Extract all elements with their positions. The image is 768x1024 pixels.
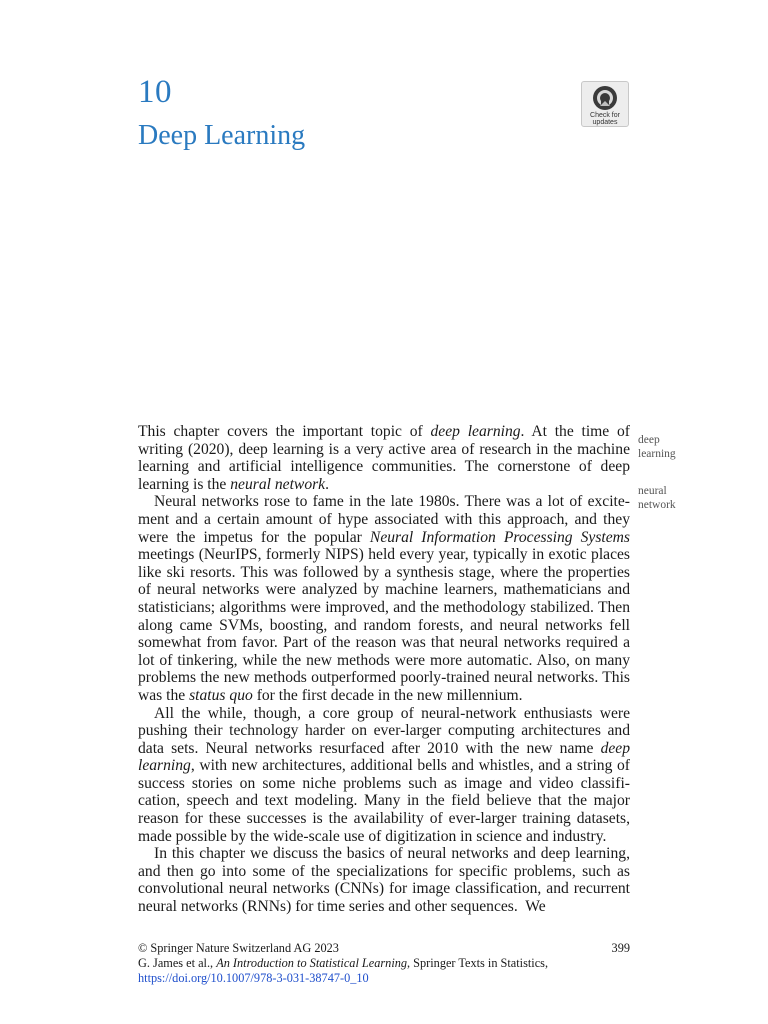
text-run: , Springer Texts in Statistics, [407, 956, 549, 970]
term-status-quo: status quo [189, 686, 253, 704]
footer-row [138, 941, 630, 956]
doi-link[interactable]: https://doi.org/10.1007/978-3-031-38747-0_10 [138, 971, 369, 985]
margin-note-line: neural [638, 485, 667, 497]
chapter-body [138, 423, 630, 916]
badge-label-line2: updates [592, 119, 618, 126]
book-title: An Introduction to Statistical Learning [216, 956, 408, 970]
text-run: This chapter covers the important topic of [138, 423, 431, 440]
citation [138, 956, 630, 971]
text-run: Neural networks rose to fame in the late 1980s. There was a lot of excitement and a certain amount of hype associated with this approach, and they were the impetus for the popular [138, 493, 630, 546]
term-deep-learning: deep learning [430, 423, 521, 440]
paragraph-resurgence [138, 705, 630, 846]
text-run: . At the time of writing (2020), deep learning is a very active area of research in the machine learning and artificial intelligence communities. The cornerstone of deep learning is the [138, 423, 630, 493]
page-footer [138, 941, 630, 986]
copyright-notice: © Springer Nature Switzerland AG 2023 [138, 941, 339, 955]
text-run: . [325, 475, 330, 493]
text-run: , with new architectures, additional bells and whistles, and a string of success stories on some niche problems such as image and video classification, speech and text modeling. Many in the field believe that the major reason for these successes is the availability of ever-larger training datasets, made possible by the wide-scale use of digitization in science and industry. [138, 757, 630, 845]
margin-note-line: learning [638, 448, 676, 460]
paragraph-chapter-overview: In this chapter we discuss the basics of neural networks and deep learning, and then go into some of the specializations for specific problems, such as convolutional neural networks (CNNs) for image classification, and recurrent neural networks (RNNs) for time series and other sequences. We [138, 845, 630, 916]
chapter-number: 10 [138, 74, 172, 110]
margin-note-deep-learning [638, 433, 676, 461]
term-deep-learning: deep learning [138, 739, 630, 775]
chapter-title: Deep Learning [138, 120, 306, 151]
text-run: G. James et al., [138, 956, 217, 970]
term-neurips: Neural Information Processing Systems [369, 528, 630, 546]
badge-label-line1: Check for [590, 112, 620, 119]
term-neural-network: neural network [230, 475, 326, 493]
margin-note-line: deep [638, 434, 660, 446]
text-run: for the first decade in the new millennium. [252, 686, 523, 704]
paragraph-intro [138, 423, 630, 493]
text-run: All the while, though, a core group of neural-network enthusiasts were pushing their technology harder on ever-larger computing architectures and data sets. Neural networks resurfaced after 2010 with the new name [138, 704, 630, 757]
check-for-updates-icon [592, 85, 618, 111]
paragraph-history [138, 493, 630, 704]
badge-label [590, 112, 620, 126]
margin-note-line: network [638, 499, 676, 511]
text-run: meetings (NeurIPS, formerly NIPS) held every year, typically in exotic places like ski resorts. This was followed by a synthesis stage, where the properties of neural networks were analyzed by machine learners, mathematicians and statisticians; algorithms were improved, and the methodology stabilized. Then along came SVMs, boosting, and random forests, and neural networks fell somewhat from favor. Part of the reason was that neural networks required a lot of tinkering, while the new methods were more automatic. Also, on many problems the new methods outperformed poorly-trained neural networks. This was the [138, 546, 630, 704]
margin-note-neural-network [638, 484, 676, 512]
page-number: 399 [611, 941, 630, 955]
check-for-updates-badge[interactable] [581, 81, 629, 127]
